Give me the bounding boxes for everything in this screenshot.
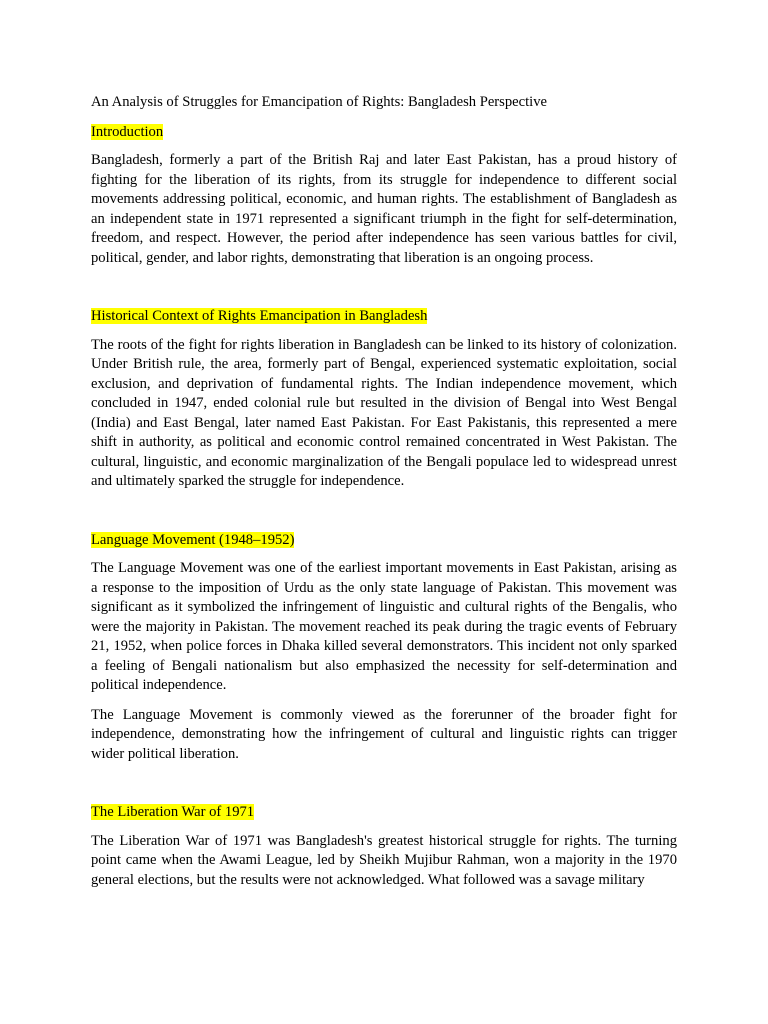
highlighted-heading-text: Historical Context of Rights Emancipation in Bangladesh xyxy=(91,308,428,324)
highlighted-heading-text: Language Movement (1948–1952) xyxy=(91,531,295,548)
paragraph-historical-context: The roots of the fight for rights liberation in Bangladesh can be linked to its history of colonization. Under British rule, the area, formerly part of Bengal, experienced systematic exploitation, social exclusion, and deprivation of fundamental rights. The Indian independence movement, which concluded in 1947, ended colonial rule but resulted in the division of Bengal into West Bengal (India) and East Bengal, later named East Pakistan. For East Pakistanis, this represented a mere shift in authority, as political and economic control remained concentrated in West Pakistan. The cultural, linguistic, and economic marginalization of the Bengali populace led to widespread unrest and ultimately sparked the struggle for independence. xyxy=(91,336,677,489)
paragraph-liberation-war: The Liberation War of 1971 was Bangladesh's greatest historical struggle for rights. The turning point came when the Awami League, led by Sheikh Mujibur Rahman, won a majority in the 1970 general elections, but the results were not acknowledged. What followed was a savage military xyxy=(91,832,677,888)
section-heading-introduction xyxy=(91,123,677,143)
document-page xyxy=(91,93,677,900)
section-heading-historical-context xyxy=(91,307,677,327)
section-heading-liberation-war xyxy=(91,803,677,823)
section-spacer xyxy=(91,278,677,307)
section-spacer xyxy=(91,502,677,531)
document-title: An Analysis of Struggles for Emancipation of Rights: Bangladesh Perspective xyxy=(91,94,547,110)
section-heading-language-movement xyxy=(91,531,677,551)
paragraph-language-movement-2: The Language Movement is commonly viewed as the forerunner of the broader fight for independence, demonstrating how the infringement of cultural and linguistic rights can trigger wider political liberation. xyxy=(91,706,677,762)
highlighted-heading-text: Introduction xyxy=(91,123,164,140)
paragraph-introduction: Bangladesh, formerly a part of the British Raj and later East Pakistan, has a proud history of fighting for the liberation of its rights, from its struggle for independence to different social movements addressing political, economic, and human rights. The establishment of Bangladesh as an independent state in 1971 represented a significant triumph in the fight for self-determination, freedom, and respect. However, the period after independence has seen various battles for civil, political, gender, and labor rights, demonstrating that liberation is an ongoing process. xyxy=(91,152,677,266)
highlighted-heading-text: The Liberation War of 1971 xyxy=(91,804,255,820)
section-spacer xyxy=(91,774,677,803)
paragraph-language-movement-1: The Language Movement was one of the earliest important movements in East Pakistan, arising as a response to the imposition of Urdu as the only state language of Pakistan. This movement was significant as it symbolized the infringement of linguistic and cultural rights of the Bengalis, who were the majority in Pakistan. The movement reached its peak during the tragic events of February 21, 1952, when police forces in Dhaka killed several demonstrators. This incident not only sparked a feeling of Bengali nationalism but also emphasized the necessity for self-determination and political independence. xyxy=(91,560,677,693)
